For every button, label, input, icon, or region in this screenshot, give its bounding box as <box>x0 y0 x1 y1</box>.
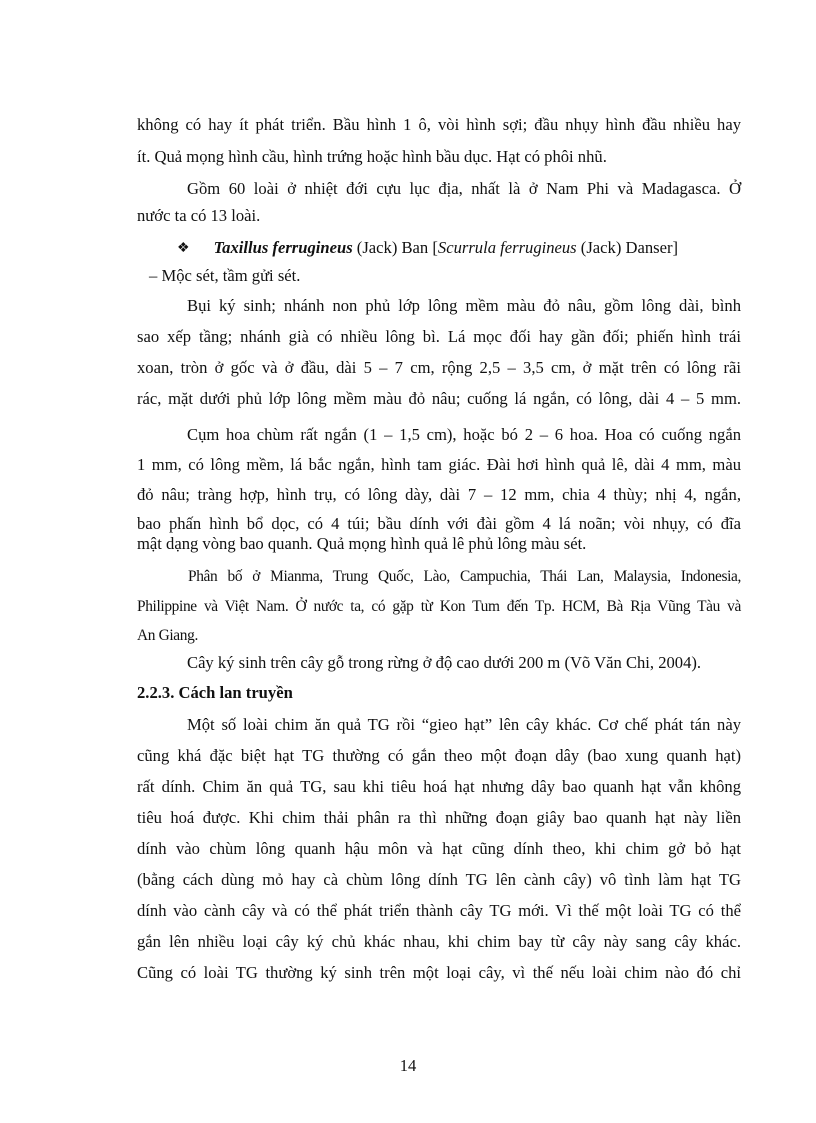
species-synonym-author: (Jack) Danser] <box>576 238 679 257</box>
text-line: Gồm 60 loài ở nhiệt đới cựu lục địa, nhất là ở Nam Phi và Madagasca. Ở <box>187 179 741 198</box>
page-number: 14 <box>399 1056 417 1075</box>
desc-line: sao xếp tầng; nhánh già có nhiều lông bì. Lá mọc đối hay gần đối; phiến hình trái <box>137 327 741 346</box>
distribution-line: Philippine và Việt Nam. Ở nước ta, có gặp từ Kon Tum đến Tp. HCM, Bà Rịa Vũng Tàu và <box>137 598 741 615</box>
species-name: Taxillus ferrugineus <box>213 238 353 257</box>
body-line: tiêu hoá được. Khi chim thải phân ra thì những đoạn giây bao quanh hạt này liền <box>137 808 741 827</box>
species-common-name: – Mộc sét, tầm gửi sét. <box>149 266 301 285</box>
desc-line: đỏ nâu; tràng hợp, hình trụ, có lông dày, dài 7 – 12 mm, chia 4 thùy; nhị 4, ngắn, <box>137 485 741 504</box>
body-line: dính vào chùm lông quanh hậu môn và hạt cũng dính theo, khi chim gở bỏ hạt <box>137 839 741 858</box>
habitat-line: Cây ký sinh trên cây gỗ trong rừng ở độ cao dưới 200 m (Võ Văn Chi, 2004). <box>187 653 702 672</box>
species-synonym: Scurrula ferrugineus <box>437 238 577 257</box>
desc-line: 1 mm, có lông mềm, lá bắc ngắn, hình tam giác. Đài hơi hình quả lê, dài 4 mm, màu <box>137 455 741 474</box>
species-author: (Jack) Ban [ <box>352 238 438 257</box>
distribution-line: Phân bố ở Mianma, Trung Quốc, Lào, Campuchia, Thái Lan, Malaysia, Indonesia, <box>188 568 741 585</box>
desc-line: rác, mặt dưới phủ lớp lông mềm màu đỏ nâu; cuống lá ngắn, có lông, dài 4 – 5 mm. <box>137 389 741 408</box>
desc-line: Bụi ký sinh; nhánh non phủ lớp lông mềm màu đỏ nâu, gồm lông dài, bình <box>187 296 741 315</box>
text-line: không có hay ít phát triển. Bầu hình 1 ô, vòi hình sợi; đầu nhụy hình đầu nhiều hay <box>137 115 741 134</box>
body-line: dính vào cành cây và có thể phát triển thành cây TG mới. Vì thế một loài TG có thể <box>137 901 741 920</box>
diamond-bullet-icon: ❖ <box>177 241 190 256</box>
distribution-line: An Giang. <box>137 627 198 644</box>
body-line: (bằng cách dùng mỏ hay cà chùm lông dính TG lên cành cây) vô tình làm hạt TG <box>137 870 741 889</box>
species-heading <box>177 238 741 259</box>
text-line: nước ta có 13 loài. <box>137 206 261 225</box>
section-heading: 2.2.3. Cách lan truyền <box>137 683 293 702</box>
desc-line: Cụm hoa chùm rất ngắn (1 – 1,5 cm), hoặc bó 2 – 6 hoa. Hoa có cuống ngắn <box>187 425 741 444</box>
text-line: ít. Quả mọng hình cầu, hình trứng hoặc hình bầu dục. Hạt có phôi nhũ. <box>137 147 607 166</box>
desc-line: bao phấn hình bổ dọc, có 4 túi; bầu dính với đài gồm 4 lá noãn; vòi nhụy, có đĩa <box>137 514 741 533</box>
desc-line: xoan, tròn ở gốc và ở đầu, dài 5 – 7 cm, rộng 2,5 – 3,5 cm, ở mặt trên có lông rãi <box>137 358 741 377</box>
body-line: Cũng có loài TG thường ký sinh trên một loại cây, vì thế nếu loài chim nào đó chỉ <box>137 963 741 982</box>
body-line: rất dính. Chim ăn quả TG, sau khi tiêu hoá hạt nhưng dây bao quanh hạt vẫn không <box>137 777 741 796</box>
body-line: Một số loài chim ăn quả TG rồi “gieo hạt” lên cây khác. Cơ chế phát tán này <box>187 715 741 734</box>
desc-line: mật dạng vòng bao quanh. Quả mọng hình quả lê phủ lông màu sét. <box>137 534 587 553</box>
body-line: cũng khá đặc biệt hạt TG thường có gắn theo một đoạn dây (bao xung quanh hạt) <box>137 746 741 765</box>
body-line: gắn lên nhiều loại cây ký chủ khác nhau, khi chim bay từ cây này sang cây khác. <box>137 932 741 951</box>
